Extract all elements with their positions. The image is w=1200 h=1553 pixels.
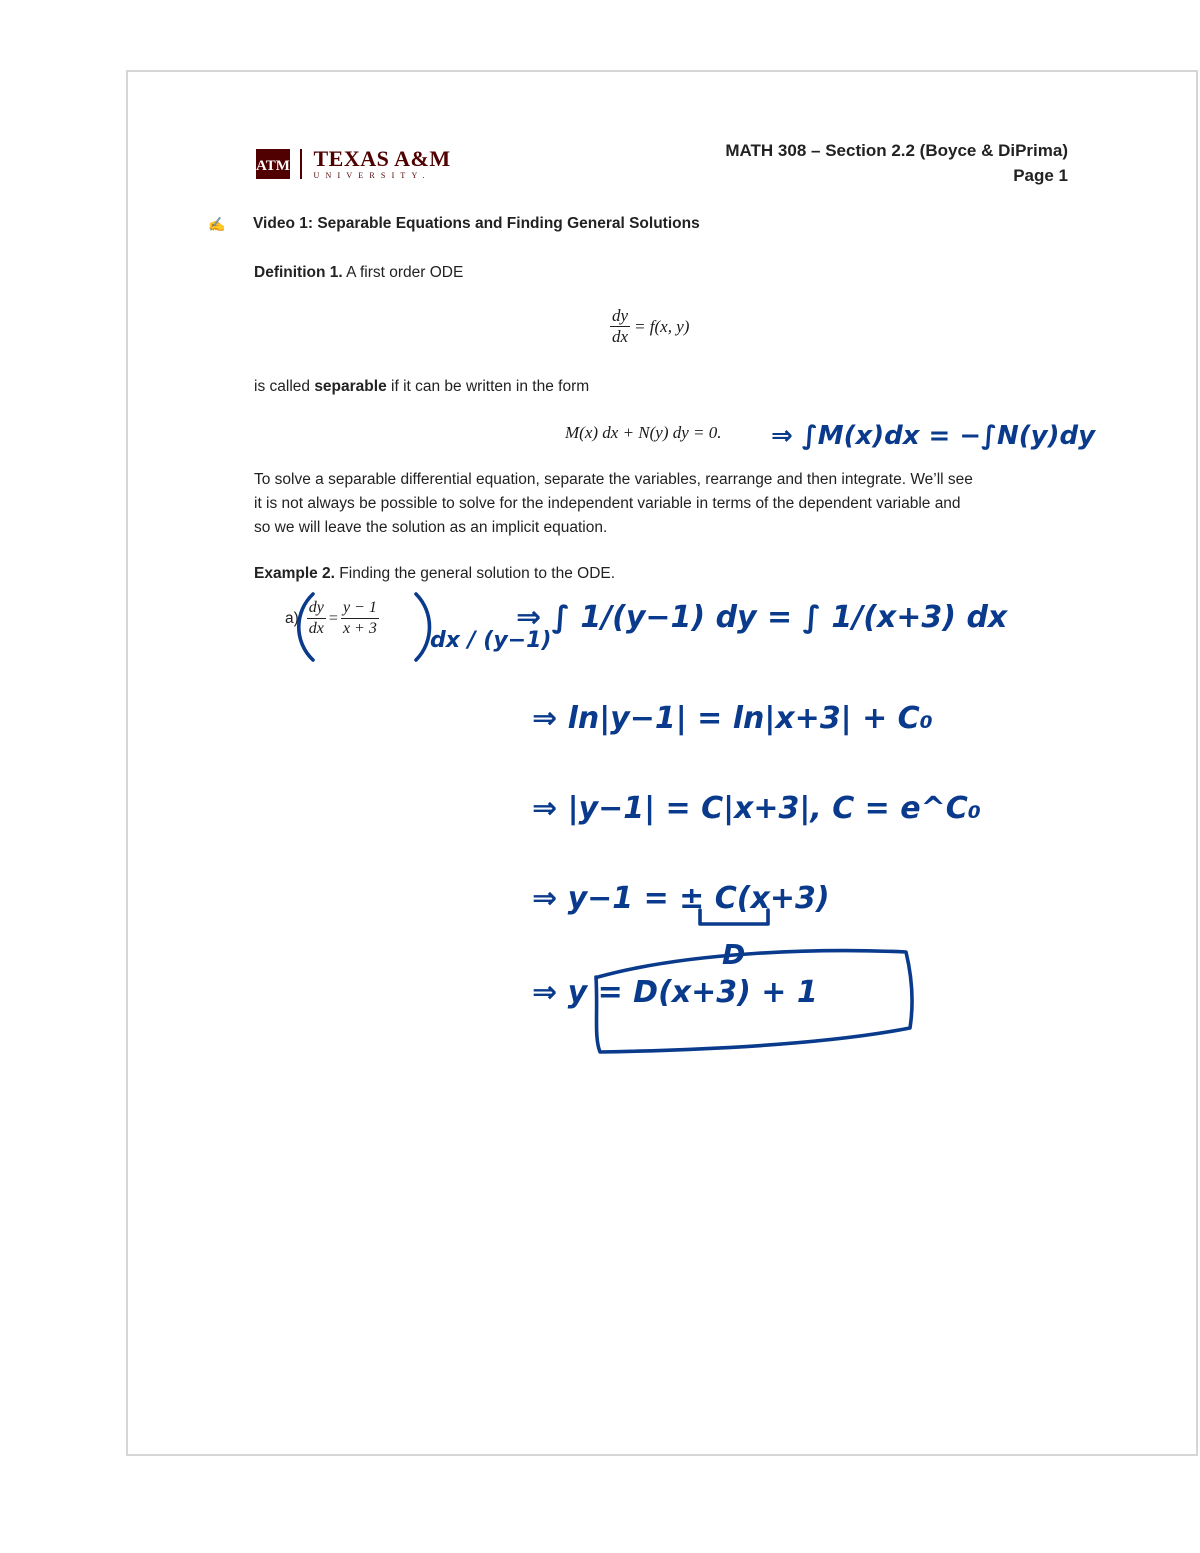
ode-numerator: dy	[612, 306, 629, 325]
right-paren-mark	[416, 594, 430, 660]
called-pre: is called	[254, 378, 315, 395]
step-4: ⇒ y−1 = ± C(x+3)	[532, 881, 830, 916]
step-4-label: D	[722, 938, 746, 971]
logo-sub: UNIVERSITY.	[313, 170, 431, 180]
section-title: Video 1: Separable Equations and Finding General Solutions	[253, 215, 700, 232]
called-post: if it can be written in the form	[386, 378, 590, 395]
handwriting-layer	[128, 72, 1196, 1454]
paragraph-line-2: it is not always be possible to solve for the independent variable in terms of the dependent variable and	[254, 495, 961, 512]
course-title: MATH 308 – Section 2.2 (Boyce & DiPrima)	[725, 141, 1068, 160]
page-number: Page 1	[1013, 166, 1068, 185]
step-3: ⇒ |y−1| = C|x+3|, C = e^C₀	[532, 791, 981, 826]
example-text: Finding the general solution to the ODE.	[335, 565, 616, 582]
logo-name: TEXAS A&M	[313, 145, 451, 171]
definition-text: A first order ODE	[342, 264, 464, 281]
definition-label: Definition 1.	[254, 264, 343, 281]
answer: ⇒ y = D(x+3) + 1	[532, 975, 818, 1010]
separable-form: M(x) dx + N(y) dy = 0.	[565, 423, 722, 442]
multiplier-text: dx / (y−1)	[430, 628, 552, 653]
lhs-denominator: dx	[308, 620, 324, 637]
part-label: a)	[285, 609, 299, 627]
lhs-numerator: dy	[308, 599, 324, 616]
document-page	[126, 70, 1198, 1456]
example-label: Example 2.	[254, 565, 335, 582]
svg-text:ATM: ATM	[256, 158, 290, 174]
ode-denominator: dx	[612, 327, 629, 346]
separable-term: separable	[314, 378, 387, 395]
step-2: ⇒ ln|y−1| = ln|x+3| + C₀	[532, 701, 933, 736]
left-paren-mark	[299, 594, 313, 660]
step-1: ⇒ ∫ 1/(y−1) dy = ∫ 1/(x+3) dx	[516, 600, 1008, 635]
handwritten-integral-form	[771, 421, 1096, 451]
example-equals: =	[328, 609, 338, 627]
writing-hand-icon: ✍	[208, 215, 226, 232]
rhs-numerator: y − 1	[342, 599, 377, 616]
ode-rhs: = f(x, y)	[634, 316, 690, 336]
rhs-denominator: x + 3	[342, 620, 377, 637]
handwritten-multiplier	[299, 594, 552, 660]
paragraph-line-3: so we will leave the solution as an implicit equation.	[254, 519, 608, 536]
integral-form-text: ⇒ ∫M(x)dx = −∫N(y)dy	[771, 421, 1096, 451]
paragraph-line-1: To solve a separable differential equation, separate the variables, rearrange and then integrate. We’ll see	[254, 471, 973, 488]
